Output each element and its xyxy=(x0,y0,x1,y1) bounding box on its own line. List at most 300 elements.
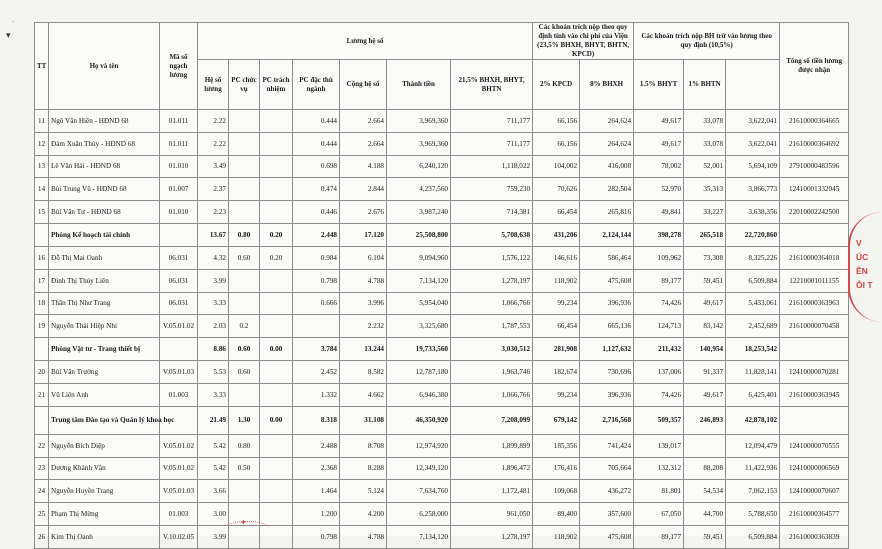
cell-pc-role xyxy=(229,132,260,155)
cell-amount: 6,946,380 xyxy=(387,383,451,406)
cell-d-bhxh: 705,664 xyxy=(580,457,634,480)
cell-contrib-main: 1,118,022 xyxy=(451,155,533,178)
cell-d-bhxh: 265,816 xyxy=(580,201,634,224)
cell-d-bhtn: 49,617 xyxy=(684,292,726,315)
cell-code: V.10.02.05 xyxy=(160,525,198,548)
table-row xyxy=(35,525,849,548)
cell-pc-resp xyxy=(260,457,293,480)
cell-d-bhyt: 49,841 xyxy=(634,201,684,224)
cell-pc-resp xyxy=(260,480,293,503)
cell-pc-resp xyxy=(260,383,293,406)
cell-contrib-main: 7,208,099 xyxy=(451,406,533,434)
cell-total-coef: 31.108 xyxy=(340,406,387,434)
cell-amount: 25,508,800 xyxy=(387,223,451,246)
cell-d-bhyt: 137,006 xyxy=(634,361,684,384)
cell-stt xyxy=(35,406,49,434)
stamp-text-1: V xyxy=(856,238,862,248)
cell-amount: 5,954,040 xyxy=(387,292,451,315)
cell-contrib-main: 1,963,746 xyxy=(451,361,533,384)
cell-contrib-kpcd: 182,674 xyxy=(533,361,580,384)
table-row xyxy=(35,110,849,133)
cell-contrib-kpcd: 66,156 xyxy=(533,110,580,133)
cell-coef: 13.67 xyxy=(198,223,229,246)
cell-coef: 3.33 xyxy=(198,383,229,406)
cell-contrib-main: 711,177 xyxy=(451,110,533,133)
cell-coef: 5.42 xyxy=(198,457,229,480)
cell-net: 5,788,650 xyxy=(726,503,780,526)
stamp-text-2: ÚC xyxy=(856,252,869,262)
cell-total-coef: 5.124 xyxy=(340,480,387,503)
cell-pc-role: 0.80 xyxy=(229,434,260,457)
cell-name: Ngô Văn Hiền - HĐND 68 xyxy=(49,110,160,133)
cell-account: 12410001332045 xyxy=(780,178,849,201)
cell-total-coef: 4.788 xyxy=(340,269,387,292)
cell-pc-resp xyxy=(260,201,293,224)
cell-contrib-main: 1,787,553 xyxy=(451,315,533,338)
cell-name: Đàm Xuân Thùy - HĐND 68 xyxy=(49,132,160,155)
cell-pc-resp xyxy=(260,178,293,201)
cell-d-bhtn: 246,893 xyxy=(684,406,726,434)
cell-pc-special: 8.318 xyxy=(293,406,340,434)
cell-net: 2,452,689 xyxy=(726,315,780,338)
cell-coef: 3.49 xyxy=(198,155,229,178)
header-pc-special: PC đặc thù ngành xyxy=(293,60,340,110)
cell-d-bhtn: 91,337 xyxy=(684,361,726,384)
cell-pc-resp: 0.00 xyxy=(260,406,293,434)
cell-name: Kim Thị Oanh xyxy=(49,525,160,548)
cell-d-bhyt: 211,432 xyxy=(634,338,684,361)
cell-contrib-main: 1,896,472 xyxy=(451,457,533,480)
cell-stt: 14 xyxy=(35,178,49,201)
cell-d-bhtn: 140,954 xyxy=(684,338,726,361)
cell-d-bhxh: 416,008 xyxy=(580,155,634,178)
stamp-text-3: ÊN xyxy=(856,266,868,276)
cell-net: 6,509,884 xyxy=(726,269,780,292)
cell-total-coef: 4.662 xyxy=(340,383,387,406)
cell-pc-resp xyxy=(260,269,293,292)
cell-contrib-main: 1,066,766 xyxy=(451,292,533,315)
cell-amount: 6,240,120 xyxy=(387,155,451,178)
cell-d-bhyt: 109,962 xyxy=(634,246,684,269)
cell-account xyxy=(780,223,849,246)
cell-d-bhyt: 49,617 xyxy=(634,110,684,133)
cell-net: 7,062,153 xyxy=(726,480,780,503)
cell-pc-special: 3.784 xyxy=(293,338,340,361)
cell-pc-role xyxy=(229,269,260,292)
cell-account: 21610000364577 xyxy=(780,503,849,526)
cell-coef: 3.99 xyxy=(198,269,229,292)
cell-code: 01.010 xyxy=(160,201,198,224)
header-code: Mã số ngạch lương xyxy=(160,23,198,110)
cell-amount: 3,325,680 xyxy=(387,315,451,338)
cell-account: 22010002242500 xyxy=(780,201,849,224)
cell-coef: 2.03 xyxy=(198,315,229,338)
cell-pc-special xyxy=(293,315,340,338)
cell-pc-special: 1.464 xyxy=(293,480,340,503)
cell-coef: 3.00 xyxy=(198,503,229,526)
cell-pc-resp xyxy=(260,434,293,457)
cell-d-bhyt: 509,357 xyxy=(634,406,684,434)
cell-name: Bùi Văn Tư - HĐND 68 xyxy=(49,201,160,224)
cell-account: 21610000363839 xyxy=(780,525,849,548)
cell-net: 42,878,102 xyxy=(726,406,780,434)
cell-d-bhyt: 78,002 xyxy=(634,155,684,178)
cell-stt: 20 xyxy=(35,361,49,384)
cell-net: 3,622,041 xyxy=(726,110,780,133)
cell-net: 3,622,041 xyxy=(726,132,780,155)
cell-contrib-kpcd: 89,400 xyxy=(533,503,580,526)
cell-name: Nguyễn Bích Diệp xyxy=(49,434,160,457)
cell-contrib-kpcd: 66,454 xyxy=(533,201,580,224)
cell-contrib-kpcd: 66,454 xyxy=(533,315,580,338)
cell-pc-role: 0.50 xyxy=(229,457,260,480)
cell-d-bhtn: 33,078 xyxy=(684,110,726,133)
cell-contrib-kpcd: 66,156 xyxy=(533,132,580,155)
cell-net: 6,425,401 xyxy=(726,383,780,406)
cell-total-coef: 8.708 xyxy=(340,434,387,457)
cell-code: 01.011 xyxy=(160,132,198,155)
table-row xyxy=(35,315,849,338)
cell-d-bhyt: 89,177 xyxy=(634,269,684,292)
cell-d-bhyt: 74,426 xyxy=(634,383,684,406)
cell-pc-role: 0.80 xyxy=(229,223,260,246)
cell-net: 5,694,109 xyxy=(726,155,780,178)
cell-net: 8,325,226 xyxy=(726,246,780,269)
cell-total-coef: 13.244 xyxy=(340,338,387,361)
cell-pc-resp: 0.20 xyxy=(260,223,293,246)
cell-d-bhxh: 665,136 xyxy=(580,315,634,338)
cell-stt: 17 xyxy=(35,269,49,292)
cell-d-bhxh: 741,424 xyxy=(580,434,634,457)
cell-amount: 3,969,360 xyxy=(387,110,451,133)
cell-account: 12410000070607 xyxy=(780,480,849,503)
cell-account: 27910000483596 xyxy=(780,155,849,178)
cell-contrib-kpcd: 104,002 xyxy=(533,155,580,178)
table-row xyxy=(35,132,849,155)
cell-name: Nguyễn Huyền Trang xyxy=(49,480,160,503)
header-pc-resp: PC trách nhiệm xyxy=(260,60,293,110)
cell-total-coef: 17.120 xyxy=(340,223,387,246)
cell-amount: 9,094,960 xyxy=(387,246,451,269)
cell-amount: 4,237,560 xyxy=(387,178,451,201)
cell-d-bhtn: 33,227 xyxy=(684,201,726,224)
cell-pc-special: 0.798 xyxy=(293,525,340,548)
cell-net: 3,638,356 xyxy=(726,201,780,224)
cell-contrib-kpcd: 118,902 xyxy=(533,269,580,292)
cell-pc-special: 0.474 xyxy=(293,178,340,201)
cell-account: 21610000363945 xyxy=(780,383,849,406)
cell-contrib-kpcd: 70,626 xyxy=(533,178,580,201)
cell-code xyxy=(160,338,198,361)
cell-account: 21610000364665 xyxy=(780,110,849,133)
cell-d-bhxh: 396,936 xyxy=(580,292,634,315)
cell-stt: 15 xyxy=(35,201,49,224)
cell-name: Trung tâm Đào tạo và Quản lý khoa học xyxy=(49,406,160,434)
cell-contrib-main: 714,381 xyxy=(451,201,533,224)
header-name: Họ và tên xyxy=(49,23,160,110)
header-pc-role: PC chức vụ xyxy=(229,60,260,110)
cell-contrib-main: 5,708,638 xyxy=(451,223,533,246)
seal-fragment xyxy=(224,521,270,536)
cell-coef: 2.37 xyxy=(198,178,229,201)
cell-stt: 18 xyxy=(35,292,49,315)
cell-pc-role xyxy=(229,480,260,503)
cell-pc-role: 0.2 xyxy=(229,315,260,338)
cell-name: Phòng Vật tư - Trang thiết bị xyxy=(49,338,160,361)
cell-pc-role xyxy=(229,155,260,178)
cell-d-bhtn: 44,700 xyxy=(684,503,726,526)
cell-coef: 3.33 xyxy=(198,292,229,315)
payroll-sheet xyxy=(34,22,848,541)
table-row xyxy=(35,178,849,201)
cell-pc-resp: 0.20 xyxy=(260,246,293,269)
cell-pc-role xyxy=(229,383,260,406)
cell-total-coef: 8.288 xyxy=(340,457,387,480)
cell-contrib-kpcd: 431,206 xyxy=(533,223,580,246)
cell-pc-role: 0.60 xyxy=(229,361,260,384)
cell-code: V.05.01.03 xyxy=(160,480,198,503)
cell-pc-role xyxy=(229,110,260,133)
margin-mark: ▾ xyxy=(6,30,11,40)
cell-net: 22,720,860 xyxy=(726,223,780,246)
cell-coef: 5.53 xyxy=(198,361,229,384)
cell-pc-role xyxy=(229,292,260,315)
header-amount: Thành tiền xyxy=(387,60,451,110)
cell-account: 12410000006569 xyxy=(780,457,849,480)
cell-amount: 12,349,120 xyxy=(387,457,451,480)
cell-coef: 2.22 xyxy=(198,132,229,155)
seal-star-icon: ✦ xyxy=(240,518,247,527)
header-deduct-group: Các khoản trích nộp BH trừ vào lương theo quy định (10,5%) xyxy=(634,23,780,60)
cell-d-bhyt: 89,177 xyxy=(634,525,684,548)
cell-coef: 3.66 xyxy=(198,480,229,503)
group-subtotal-row xyxy=(35,338,849,361)
cell-pc-special: 0.666 xyxy=(293,292,340,315)
cell-d-bhxh: 2,716,568 xyxy=(580,406,634,434)
cell-code: V.05.01.02 xyxy=(160,434,198,457)
cell-d-bhyt: 81,801 xyxy=(634,480,684,503)
stamp-text-4: ÔI T xyxy=(856,280,873,290)
cell-account: 12210001011155 xyxy=(780,269,849,292)
cell-d-bhxh: 396,936 xyxy=(580,383,634,406)
cell-net: 6,509,884 xyxy=(726,525,780,548)
cell-pc-role xyxy=(229,201,260,224)
cell-net: 5,433,061 xyxy=(726,292,780,315)
cell-amount: 12,974,920 xyxy=(387,434,451,457)
cell-d-bhxh: 475,608 xyxy=(580,525,634,548)
cell-coef: 8.86 xyxy=(198,338,229,361)
cell-d-bhtn: 33,078 xyxy=(684,132,726,155)
cell-d-bhyt: 132,312 xyxy=(634,457,684,480)
cell-pc-resp xyxy=(260,503,293,526)
cell-stt: 21 xyxy=(35,383,49,406)
cell-code: 06.031 xyxy=(160,246,198,269)
cell-d-bhxh: 436,272 xyxy=(580,480,634,503)
cell-amount: 12,787,180 xyxy=(387,361,451,384)
cell-d-bhyt: 52,970 xyxy=(634,178,684,201)
cell-contrib-main: 711,177 xyxy=(451,132,533,155)
cell-code xyxy=(160,223,198,246)
cell-total-coef: 3.996 xyxy=(340,292,387,315)
cell-pc-resp xyxy=(260,110,293,133)
table-row xyxy=(35,269,849,292)
cell-total-coef: 2.844 xyxy=(340,178,387,201)
header-contrib-group: Các khoản trích nộp theo quy định tính vào chi phí của Viện (23,5% BHXH, BHYT, BHTN, KPCD) xyxy=(533,23,634,60)
cell-d-bhtn xyxy=(684,434,726,457)
cell-total-coef: 4.188 xyxy=(340,155,387,178)
cell-code: 01.007 xyxy=(160,178,198,201)
cell-pc-role: 1.30 xyxy=(229,406,260,434)
cell-d-bhtn: 54,534 xyxy=(684,480,726,503)
cell-stt xyxy=(35,338,49,361)
cell-amount: 7,134,120 xyxy=(387,525,451,548)
cell-name: Đỗ Thị Mai Oanh xyxy=(49,246,160,269)
cell-code: 06.031 xyxy=(160,269,198,292)
table-row xyxy=(35,457,849,480)
cell-code: V.05.01.03 xyxy=(160,361,198,384)
cell-pc-special: 2.452 xyxy=(293,361,340,384)
payroll-body xyxy=(35,110,849,549)
cell-amount: 3,969,360 xyxy=(387,132,451,155)
cell-net: 18,253,542 xyxy=(726,338,780,361)
cell-name: Bùi Văn Trường xyxy=(49,361,160,384)
cell-pc-resp: 0.00 xyxy=(260,338,293,361)
cell-stt: 24 xyxy=(35,480,49,503)
cell-stt: 16 xyxy=(35,246,49,269)
cell-pc-resp xyxy=(260,361,293,384)
cell-contrib-kpcd: 176,416 xyxy=(533,457,580,480)
table-row xyxy=(35,503,849,526)
cell-d-bhtn: 59,451 xyxy=(684,525,726,548)
cell-total-coef: 6.104 xyxy=(340,246,387,269)
cell-account xyxy=(780,338,849,361)
header-total-coef: Cộng hệ số xyxy=(340,60,387,110)
cell-d-bhxh: 586,464 xyxy=(580,246,634,269)
cell-amount: 46,350,920 xyxy=(387,406,451,434)
cell-d-bhxh: 475,608 xyxy=(580,269,634,292)
cell-d-bhxh: 264,624 xyxy=(580,132,634,155)
cell-name: Lê Văn Hải - HĐND 68 xyxy=(49,155,160,178)
cell-stt: 13 xyxy=(35,155,49,178)
cell-total-coef: 2.232 xyxy=(340,315,387,338)
cell-pc-special: 2.448 xyxy=(293,223,340,246)
cell-pc-role: 0.60 xyxy=(229,338,260,361)
cell-net: 11,828,141 xyxy=(726,361,780,384)
cell-amount: 19,733,560 xyxy=(387,338,451,361)
cell-net: 12,094,479 xyxy=(726,434,780,457)
cell-coef: 3.99 xyxy=(198,525,229,548)
cell-stt: 11 xyxy=(35,110,49,133)
cell-d-bhyt: 49,617 xyxy=(634,132,684,155)
cell-coef: 4.32 xyxy=(198,246,229,269)
table-row xyxy=(35,434,849,457)
cell-d-bhtn: 49,617 xyxy=(684,383,726,406)
cell-d-bhtn: 35,313 xyxy=(684,178,726,201)
cell-code: 01.003 xyxy=(160,383,198,406)
cell-d-bhyt: 139,017 xyxy=(634,434,684,457)
group-subtotal-row xyxy=(35,406,849,434)
cell-contrib-kpcd: 281,908 xyxy=(533,338,580,361)
table-row xyxy=(35,361,849,384)
cell-account: 12410000070555 xyxy=(780,434,849,457)
cell-d-bhxh: 264,624 xyxy=(580,110,634,133)
cell-total-coef: 2.664 xyxy=(340,110,387,133)
cell-stt: 19 xyxy=(35,315,49,338)
cell-total-coef: 4.788 xyxy=(340,525,387,548)
cell-d-bhyt: 398,278 xyxy=(634,223,684,246)
cell-name: Phạm Thị Mừng xyxy=(49,503,160,526)
cell-stt: 12 xyxy=(35,132,49,155)
cell-account: 12410000070281 xyxy=(780,361,849,384)
cell-contrib-main: 1,278,197 xyxy=(451,525,533,548)
cell-account xyxy=(780,406,849,434)
cell-d-bhtn: 52,001 xyxy=(684,155,726,178)
cell-account: 21610000070458 xyxy=(780,315,849,338)
header-row-top xyxy=(35,23,849,60)
cell-stt: 23 xyxy=(35,457,49,480)
group-subtotal-row xyxy=(35,223,849,246)
cell-net: 11,422,936 xyxy=(726,457,780,480)
cell-pc-special: 1.332 xyxy=(293,383,340,406)
cell-name: Dương Khánh Vân xyxy=(49,457,160,480)
cell-contrib-kpcd: 118,902 xyxy=(533,525,580,548)
header-d-bhxh: 8% BHXH xyxy=(580,60,634,110)
cell-pc-special: 2.368 xyxy=(293,457,340,480)
header-contrib-main: 21,5% BHXH, BHYT, BHTN xyxy=(451,60,533,110)
cell-pc-special: 0.444 xyxy=(293,132,340,155)
header-contrib-kpcd: 2% KPCD xyxy=(533,60,580,110)
cell-d-bhyt: 124,713 xyxy=(634,315,684,338)
cell-net: 3,866,773 xyxy=(726,178,780,201)
cell-stt: 26 xyxy=(35,525,49,548)
cell-name: Bùi Trung Vũ - HĐND 68 xyxy=(49,178,160,201)
cell-coef: 2.22 xyxy=(198,110,229,133)
header-coef-group: Lương hệ số xyxy=(198,23,533,60)
cell-account: 21610000363963 xyxy=(780,292,849,315)
cell-pc-resp xyxy=(260,155,293,178)
cell-contrib-main: 1,172,481 xyxy=(451,480,533,503)
cell-pc-special: 0.444 xyxy=(293,110,340,133)
cell-contrib-main: 1,066,766 xyxy=(451,383,533,406)
cell-coef: 21.49 xyxy=(198,406,229,434)
cell-code: 01.011 xyxy=(160,110,198,133)
cell-contrib-main: 1,278,197 xyxy=(451,269,533,292)
cell-d-bhxh: 357,600 xyxy=(580,503,634,526)
payroll-table xyxy=(34,22,849,549)
cell-d-bhtn: 88,208 xyxy=(684,457,726,480)
cell-amount: 6,258,000 xyxy=(387,503,451,526)
header-net: Tổng số tiền lương được nhận xyxy=(780,23,849,110)
cell-total-coef: 2.676 xyxy=(340,201,387,224)
cell-name: Đinh Thị Thủy Liên xyxy=(49,269,160,292)
cell-contrib-kpcd: 99,234 xyxy=(533,292,580,315)
cell-contrib-kpcd: 679,142 xyxy=(533,406,580,434)
cell-pc-special: 0.446 xyxy=(293,201,340,224)
cell-d-bhtn: 83,142 xyxy=(684,315,726,338)
cell-contrib-kpcd: 185,356 xyxy=(533,434,580,457)
cell-pc-resp xyxy=(260,132,293,155)
cell-pc-special: 0.698 xyxy=(293,155,340,178)
header-d-bhyt: 1.5% BHYT xyxy=(634,60,684,110)
cell-amount: 3,987,240 xyxy=(387,201,451,224)
cell-stt: 22 xyxy=(35,434,49,457)
cell-name: Thân Thị Như Trang xyxy=(49,292,160,315)
cell-contrib-kpcd: 146,616 xyxy=(533,246,580,269)
cell-code: V.05.01.02 xyxy=(160,315,198,338)
table-row xyxy=(35,480,849,503)
cell-code: V.05.01.02 xyxy=(160,457,198,480)
cell-code: 01.010 xyxy=(160,155,198,178)
